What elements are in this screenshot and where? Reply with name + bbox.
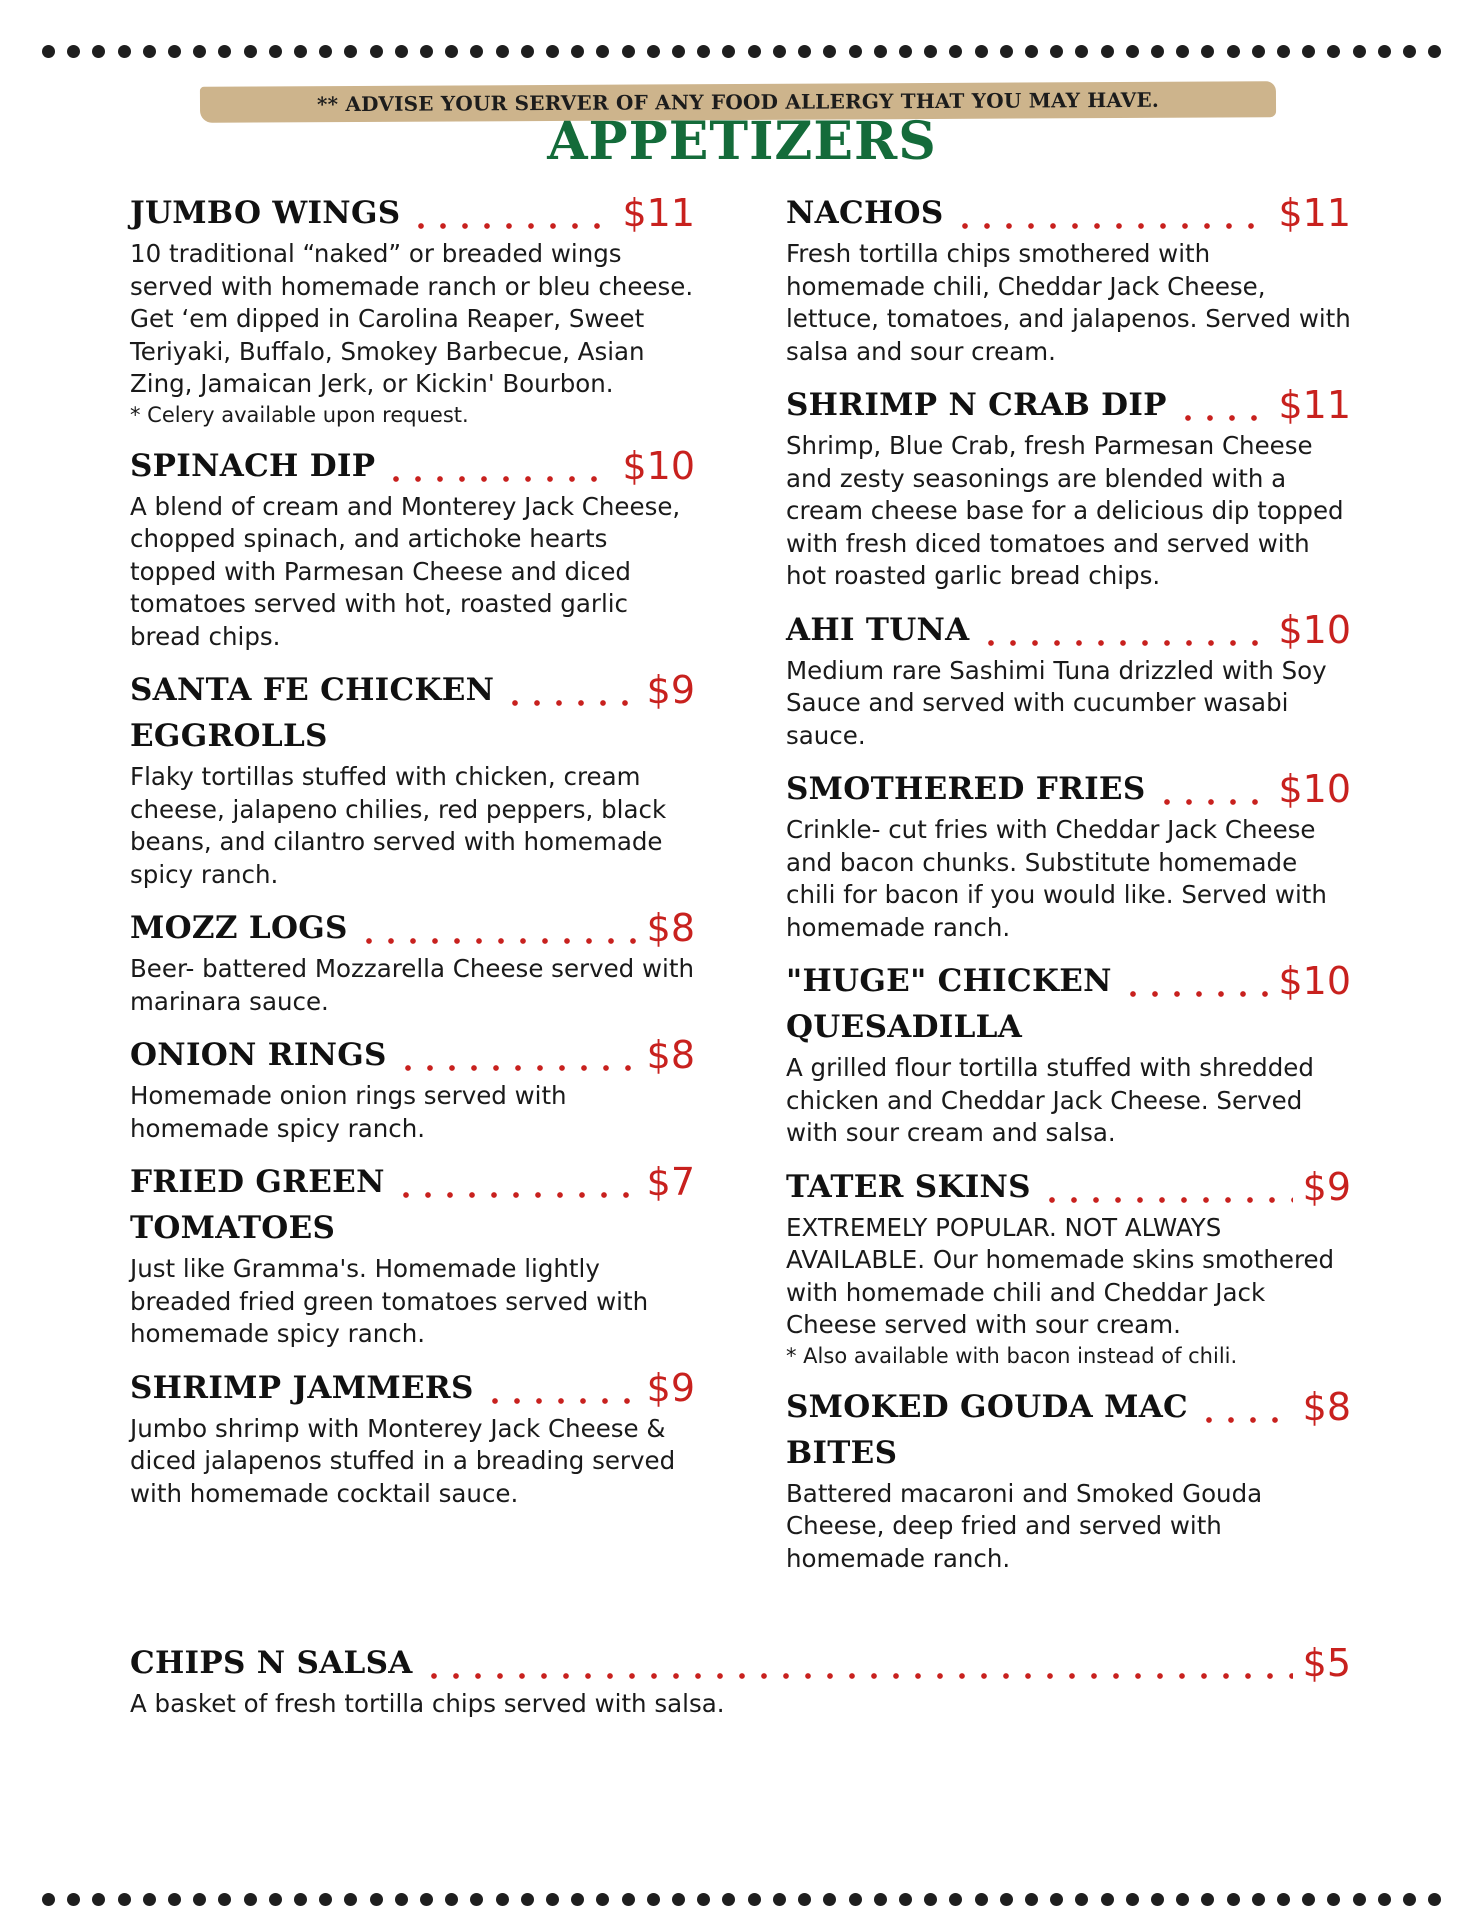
item-price: $11 (1278, 191, 1351, 235)
item-description: A grilled flour tortilla stuffed with shredded chicken and Cheddar Jack Cheese. Served with sour cream and salsa. (786, 1053, 1314, 1147)
item-name: SPINACH DIP (130, 447, 376, 484)
right-menu-column (786, 190, 1351, 1589)
dot-leader (1177, 382, 1269, 428)
menu-item (786, 1164, 1351, 1370)
allergy-notice: ** ADVISE YOUR SERVER OF ANY FOOD ALLERGY THAT YOU MAY HAVE. (316, 87, 1160, 117)
item-price: $8 (646, 906, 695, 950)
item-description: Beer- battered Mozzarella Cheese served with marinara sauce. (130, 954, 694, 1016)
dot-leader (1156, 766, 1269, 812)
menu-item (786, 190, 1351, 368)
menu-item (130, 905, 695, 1018)
menu-item (130, 443, 695, 654)
item-price: $9 (646, 668, 695, 712)
item-description: Flaky tortillas stuffed with chicken, cream cheese, jalapeno chilies, red peppers, black beans, and cilantro served with homemade spicy ranch. (130, 762, 667, 889)
item-note: * Also available with bacon instead of chili. (786, 1343, 1238, 1368)
item-description: Homemade onion rings served with homemade spicy ranch. (130, 1081, 567, 1143)
item-description: 10 traditional “naked” or breaded wings served with homemade ranch or bleu cheese. Get ‘em dipped in Carolina Reaper, Sweet Teriyaki, Buffalo, Smokey Barbecue, Asian Zing, Jamaican Jerk, or Kickin' Bourbon. (130, 239, 694, 398)
dot-leader (1198, 1384, 1293, 1430)
dot-leader (1041, 1164, 1293, 1210)
item-name: ONION RINGS (130, 1037, 387, 1073)
dot-leader (484, 1365, 637, 1411)
item-price: $9 (646, 1365, 695, 1410)
item-name: SHRIMP JAMMERS (130, 1369, 474, 1406)
item-note: * Celery available upon request. (130, 402, 469, 427)
item-description: Crinkle- cut fries with Cheddar Jack Cheese and bacon chunks. Substitute homemade chili for bacon if you would like. Served with homemade ranch. (786, 815, 1327, 942)
dot-leader (385, 443, 612, 489)
item-price: $11 (622, 191, 695, 235)
item-name: CHIPS N SALSA (130, 1645, 413, 1681)
dot-leader (504, 667, 636, 713)
item-description: EXTREMELY POPULAR. NOT ALWAYS AVAILABLE. Our homemade skins smothered with homemade chili and Cheddar Jack Cheese served with sour cream. (786, 1212, 1335, 1339)
dot-leader (980, 607, 1269, 653)
item-name: FRIED GREEN (130, 1164, 385, 1200)
menu-item (130, 1159, 695, 1351)
item-name-line-2: EGGROLLS (130, 718, 328, 754)
menu-item (786, 382, 1351, 593)
item-price: $11 (1278, 383, 1351, 427)
item-name: SANTA FE CHICKEN (130, 672, 495, 708)
dot-leader (410, 190, 612, 236)
item-name: SMOTHERED FRIES (786, 771, 1146, 807)
wide-menu-item (130, 1640, 1351, 1721)
menu-item (130, 1032, 695, 1145)
menu-item (786, 958, 1351, 1150)
menu-item (786, 1384, 1351, 1576)
menu-item (786, 607, 1351, 753)
menu-item (130, 667, 695, 891)
dot-leader (1122, 958, 1269, 1004)
item-price: $8 (646, 1033, 695, 1077)
item-name: TATER SKINS (786, 1168, 1031, 1205)
item-name-line-2: TOMATOES (130, 1210, 336, 1246)
item-name-line-2: QUESADILLA (786, 1009, 1023, 1045)
item-price: $10 (1278, 607, 1351, 652)
item-description: Fresh tortilla chips smothered with homemade chili, Cheddar Jack Cheese, lettuce, tomatoes, and jalapenos. Served with salsa and sour cream. (786, 239, 1351, 366)
dot-leader (358, 905, 637, 951)
bottom-dot-border (42, 1892, 1442, 1906)
dot-leader (395, 1159, 637, 1205)
item-name: SMOKED GOUDA MAC (786, 1388, 1189, 1425)
item-name: SHRIMP N CRAB DIP (786, 387, 1167, 423)
item-name: "HUGE" CHICKEN (786, 963, 1112, 999)
dot-leader (954, 190, 1269, 236)
item-description: A blend of cream and Monterey Jack Cheese, chopped spinach, and artichoke hearts topped with Parmesan Cheese and diced tomatoes served with hot, roasted garlic bread chips. (130, 491, 681, 651)
item-price: $7 (646, 1160, 695, 1204)
section-title: APPETIZERS (547, 111, 937, 172)
item-description: Shrimp, Blue Crab, fresh Parmesan Cheese and zesty seasonings are blended with a cream cheese base for a delicious dip topped with fresh diced tomatoes and served with hot roasted garlic bread chips. (786, 431, 1344, 590)
item-name: NACHOS (786, 195, 944, 231)
item-price: $10 (622, 443, 695, 488)
item-name: AHI TUNA (786, 611, 970, 648)
item-price: $10 (1278, 767, 1351, 811)
item-price: $10 (1278, 959, 1351, 1003)
item-name: MOZZ LOGS (130, 910, 348, 946)
item-description: A basket of fresh tortilla chips served with salsa. (130, 1689, 725, 1718)
item-price: $9 (1302, 1164, 1351, 1209)
item-name: JUMBO WINGS (130, 195, 401, 231)
item-description: Jumbo shrimp with Monterey Jack Cheese & diced jalapenos stuffed in a breading served with homemade cocktail sauce. (130, 1413, 676, 1508)
item-price: $5 (1302, 1641, 1351, 1685)
item-description: Just like Gramma's. Homemade lightly breaded fried green tomatoes served with homemade spicy ranch. (130, 1254, 649, 1348)
top-dot-border (42, 44, 1442, 58)
dot-leader (397, 1032, 637, 1078)
menu-item (130, 190, 695, 429)
menu-item (786, 766, 1351, 944)
item-description: Medium rare Sashimi Tuna drizzled with Soy Sauce and served with cucumber wasabi sauce. (786, 655, 1327, 750)
item-description: Battered macaroni and Smoked Gouda Cheese, deep fried and served with homemade ranch. (786, 1478, 1263, 1573)
item-name-line-2: BITES (786, 1434, 898, 1471)
item-price: $8 (1302, 1384, 1351, 1429)
left-menu-column (130, 190, 695, 1524)
dot-leader (423, 1640, 1293, 1686)
menu-item (130, 1365, 695, 1511)
